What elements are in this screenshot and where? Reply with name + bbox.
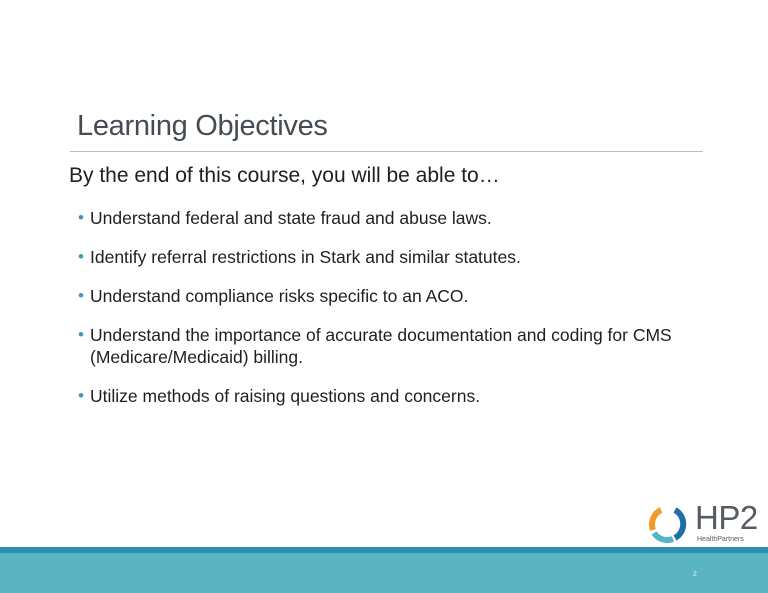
bullet-icon: • (78, 286, 84, 305)
slide-intro: By the end of this course, you will be able to… (69, 164, 500, 187)
bullet-icon: • (78, 247, 84, 266)
objectives-list (78, 207, 698, 424)
list-item (78, 324, 698, 368)
hp2-logo-mark-icon (645, 502, 689, 546)
list-item (78, 207, 698, 229)
title-divider (70, 151, 703, 152)
bullet-icon: • (78, 386, 84, 405)
bullet-icon: • (78, 208, 84, 227)
hp2-logo (645, 499, 760, 546)
list-item-text: Utilize methods of raising questions and concerns. (90, 386, 481, 406)
slide-title: Learning Objectives (77, 110, 328, 142)
bullet-icon: • (78, 325, 84, 344)
logo-subtext: HealthPartners (697, 536, 744, 543)
list-item-text: Identify referral restrictions in Stark and similar statutes. (90, 247, 521, 267)
logo-text: HP2 (695, 499, 758, 536)
list-item-text: Understand the importance of accurate documentation and coding for CMS (Medicare/Medicaid) billing. (90, 325, 672, 367)
list-item-text: Understand federal and state fraud and abuse laws. (90, 208, 492, 228)
list-item (78, 385, 698, 407)
list-item (78, 285, 698, 307)
list-item (78, 246, 698, 268)
page-number: 2 (693, 571, 697, 578)
footer-band (0, 553, 768, 593)
list-item-text: Understand compliance risks specific to an ACO. (90, 286, 469, 306)
